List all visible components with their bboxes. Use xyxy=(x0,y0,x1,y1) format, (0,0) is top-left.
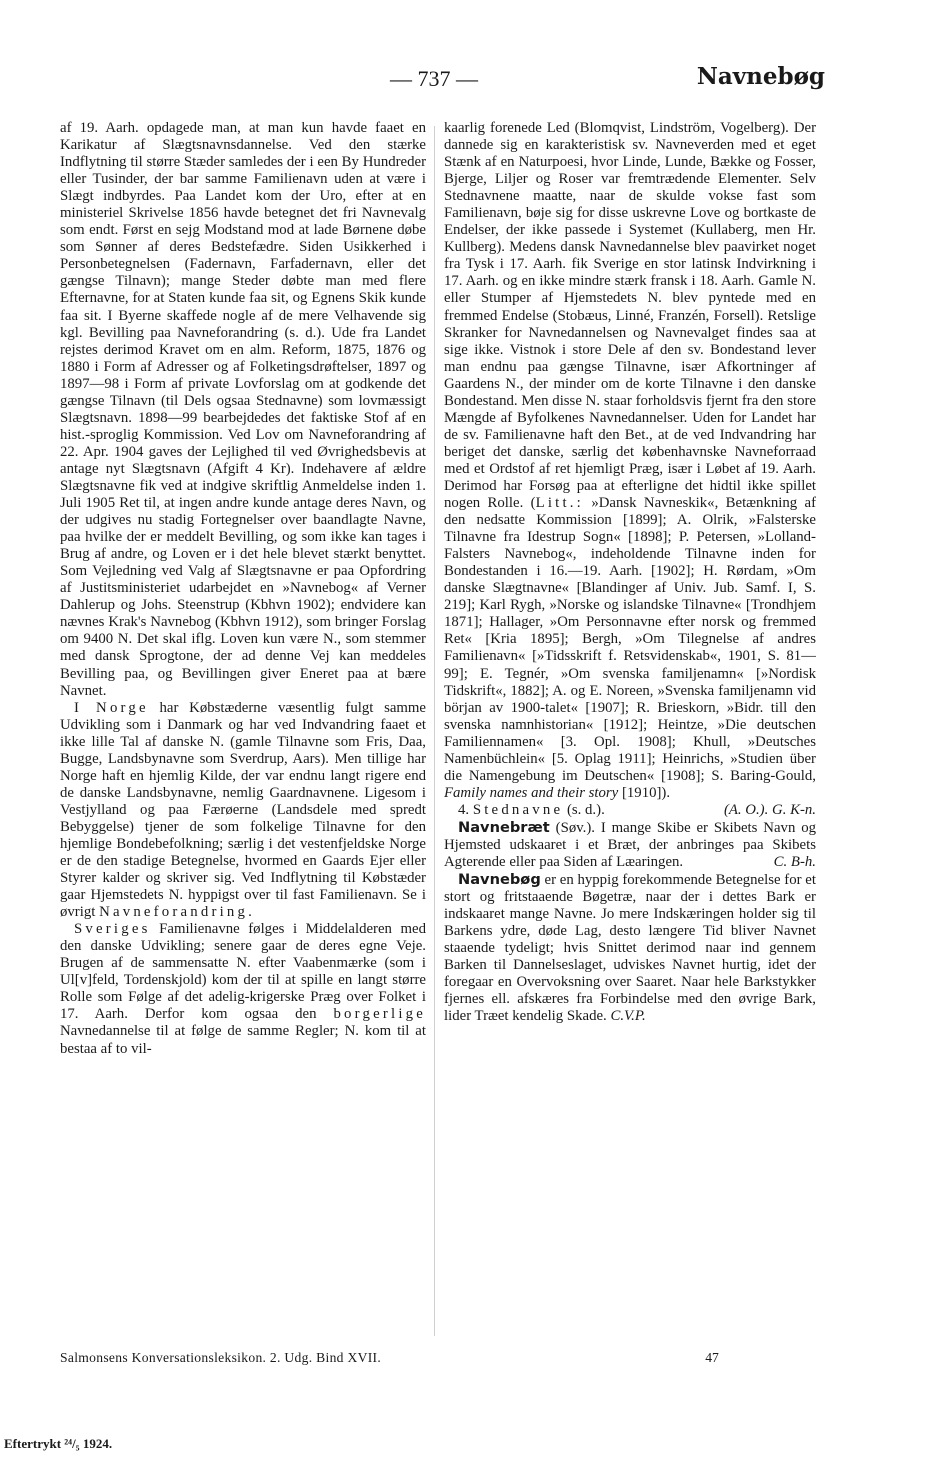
entry-navneboeg xyxy=(444,871,816,1025)
right-column xyxy=(444,120,816,1342)
navnebraet-signature: C. B-h. xyxy=(773,854,816,871)
spaced-borgerlige: borgerlige xyxy=(333,1006,426,1023)
norway-end: . xyxy=(248,904,252,921)
paragraph-swedish-names: kaarlig forenede Led (Blomqvist, Lindström, Vogelberg). Der dannede sig en karakteristisk sv. Navneverden med et eget Stænk af en Naturpoesi, hvor Linde, Lunde, Bække og Fosser, Bjerge, Liljer og Roser var fremtrædende Elementer. Selv Stednavnene maatte, naar de skulde vokse fast som Familienavn, bøje sig for disse uskrevne Love og bortkaste de Endelser, der ikke passede i Systemet (Kullaberg, men Hr. Kullberg). Medens dansk Navnedannelse blev paavirket noget fra Tysk i 17. Aarh. fik Sverige en stor latinsk Indvirkning i 17. Aarh. og en ikke mindre stærk fransk i 18. Aarh. Gamle N. eller Stumper af Hjemstedets N. blev pyntede med en fremmed Endelse (Stobæus, Linné, Franzén, Forsell). Retslige Skranker for Navnedannelsen og Navnevalget findes saa at sige ikke. Vistnok i store Dele af den sv. Bondestand lever man endnu paa gængse Tilnavne, især Afkortninger af Gaardens N., der minder om de korte Tilnavne i den danske Bondestand. Men disse N. staar forholdsvis fjernt fra den store Mængde af Byfolkenes Navnedannelser. Uden for Landet har de sv. Familienavne haft den Bet., at de ved Indvandring har beriget det danske, særlig det københavnske Navneforraad med et Ordstof af ret hjemligt Præg, især i Løbet af 19. Aarh. Derimod har Forsøg paa at efterligne det hidtil ikke spillet nogen Rolle. (Litt.: »Dansk Navneskik«, Betænkning af den nedsatte Kommission [1899]; A. Olrik, »Falsterske Tilnavne fra Idestrup Sogn« [1898]; P. Petersen, »Lolland-Falsters Navnebog«, indeholdende Tilnavne inden for Bondestanden i 16.—19. Aarh. [1902]; H. Rørdam, »Om danske Slægtnavne« [Blandinger af Univ. Jub. Samf. I, S. 219]; Karl Rygh, »Norske og islandske Tilnavne« [Trondhjem 1871]; Hallager, »Om Personnavne efter norsk og fremmed Ret« [Kria 1895]; Bergh, »Om Tilegnelse af andres Familienavn« [»Tidsskrift f. Retsvidenskab«, 1901, S. 81—99]; E. Tegnér, »Om svenska familjenamn« [»Nordisk Tidskrift«, 1882]; A. og E. Noreen, »Svenska familjenamn vid början av 1900-talet« [1907]; R. Brieskorn, »Bidr. till den svenska namnhistorian« [1912]; Heintze, »Die deutschen Familiennamen« [3. Opl. 1908]; Khull, »Deutsches Namenbüchlein« [5. Oplag 1911]; Heinrichs, »Studien über die Namengebung im Deutschen« [1908]; S. Baring-Gould, Family names and their story [1910]). xyxy=(444,120,816,801)
page-number: — 737 — xyxy=(390,66,478,91)
headword-navnebraet: Navnebræt xyxy=(458,818,550,836)
paragraph-stednavne xyxy=(444,802,816,819)
literature-label: Litt.: xyxy=(535,495,584,512)
literature-italic-title: Family names and their story xyxy=(444,784,619,801)
section-number: 4. xyxy=(458,801,470,818)
left-column xyxy=(60,120,426,1342)
sweden-body: Familienavne følges i Middelalderen med den danske Udvikling; senere gaar de deres egne Veje. Brugen af de sammensatte N. efter Vaabenmærke (som i Ul[v]feld, Tordenskjold) kom der til at spille en langt større Rolle som Følge af det adelig-krigerske Præg over Folket i 17. Aarh. Derfor kom ogsaa den xyxy=(60,921,426,1023)
running-head: Navnebøg xyxy=(696,63,825,90)
paragraph-sweden xyxy=(60,921,426,1057)
spaced-stednavne[interactable]: Stednavne xyxy=(472,801,564,818)
stednavne-ref: (s. d.). xyxy=(566,801,605,818)
reprint-note: Eftertrykt ²⁴/₅ 1924. xyxy=(4,1436,113,1451)
navnebraet-body: (Søv.). I mange Skibe er Skibets Navn og Hjemsted udskaaret i et Bræt, der anbringes paa Skibets Agterende eller paa Siden af Læaringen. xyxy=(444,819,816,871)
footer-signature-mark: 47 xyxy=(705,1350,719,1365)
spaced-lead-norge: I Norge xyxy=(74,699,149,716)
paragraph-danish-reform: af 19. Aarh. opdagede man, at man kun havde faaet en Karikatur af Slægtsnavnsdannelse. Ved den stærke Indflytning til større Stæder samledes der i een By Hundreder eller Tusinder, der bar samme Familienavn uden at være i Slægt indbyrdes. Paa Landet kom der Uro, efter at en ministeriel Skrivelse 1856 havde betegnet det fri Navnevalg som endt. Først en sejg Modstand mod at lade Børnene døbe som Sønner af deres Bedstefædre. Siden Usikkerhed i Personbetegnelsen (Fadernavn, Farfadernavn, eller det gængse Tilnavn); mange Steder døbte man med flere Efternavne, for at Staten kunde faa sit, og Egnens Skik kunde faa sit. I Byerne skaffede nogle af de mere Velhavende sig kgl. Bevilling paa Navneforandring (s. d.). Ude fra Landet rejstes derimod Kravet om en alm. Reform, 1875, 1876 og 1880 i Form af Adresser og af Folketingsdrøftelser, 1897 og 1897—98 i Form af private Lovforslag om at godkende det gængse Tilnavn (til Dels ogsaa Stednavne) som lovmæssigt Slægtsnavn. 1898—99 bearbejdedes det faktiske Stof af en hist.-sproglig Kommission. Ved Lov om Navneforandring af 22. Apr. 1904 gaves der Lejlighed til ved Øvrighedsbevis at antage nyt Slægtsnavn (Afgift 4 Kr). Indehavere af ældre Slægtsnavne fik ved at indgive skriftlig Anmeldelse inden 1. Juli 1905 Ret til, at ingen andre kunde antage deres Navn, og der udgives nu stadig Fortegnelser over baandlagte Navne, paa hvilke der er meddelt Bevilling, og som ikke kan tages i Brug af andre, og Loven er i det hele blevet stærkt benyttet. Som Vejledning ved Valg af Slægtsnavne er paa Opfordring af Justitsministeriet udarbejdet en »Navnebog« af Verner Dahlerup og Johs. Steenstrup (Kbhvn 1902); endvidere kan nævnes Krak's Navnebog (Kbhvn 1912), som bringer Forslag om 9400 N. Det skal iflg. Loven kun være N., som stemmer med dansk Sprogtone, der ad denne Vej kan meddeles Bevilling paa, og Bevillingen giver Eneret paa at bære Navnet. xyxy=(60,120,426,699)
column-divider xyxy=(434,126,435,1336)
paragraph-norway xyxy=(60,700,426,922)
literature-end: [1910]). xyxy=(621,784,671,801)
spaced-lead-sveriges: Sveriges xyxy=(74,921,151,938)
norway-body: har Købstæderne væsentlig fulgt samme Udvikling som i Danmark og har ved Indvandring faaet et ikke lille Tal af danske N. (gamle Tilnavne som Fris, Daa, Bugge, Landsbynavne som Sverdrup, Aars). Men tillige har Norge haft en hjemlig Kilde, der var endnu langt rigere end de danske Landsbynavne, nemlig Gaardnavnene. Ligesom i Vestjylland og paa Færøerne (Landsdele med spredt Bebyggelse) tjener de som folkelige Tilnavne for den hjemlige Bondebefolkning; særlig i det vestenfjeldske Norge er de den stadige Betegnelse, hvormed en Gaards Ejer eller Styrer kalder og skriver sig. Ved Indflytning til Købstæder gaar Hjemstedets N. hyppigst over til fast Familienavn. Se i øvrigt xyxy=(60,699,426,921)
entry-navnebraet xyxy=(444,819,816,871)
literature-list: »Dansk Navneskik«, Betænkning af den nedsatte Kommission [1899]; A. Olrik, »Falsterske Tilnavne fra Idestrup Sogn« [1898]; P. Petersen, »Lolland-Falsters Navnebog«, indeholdende Tilnavne inden for Bondestanden i 16.—19. Aarh. [1902]; H. Rørdam, »Om danske Slægtnavne« [Blandinger af Univ. Jub. Samf. I, S. 219]; Karl Rygh, »Norske og islandske Tilnavne« [Trondhjem 1871]; Hallager, »Om Personnavne efter norsk og fremmed Ret« [Kria 1895]; Bergh, »Om Tilegnelse af andres Familienavn« [»Tidsskrift f. Retsvidenskab«, 1901, S. 81—99]; E. Tegnér, »Om svenska familjenamn« [»Nordisk Tidskrift«, 1882]; A. og E. Noreen, »Svenska familjenamn vid början av 1900-talet« [1907]; R. Brieskorn, »Bidr. till den svenska namnhistorian« [1912]; Heintze, »Die deutschen Familiennamen« [3. Opl. 1908]; Khull, »Deutsches Namenbüchlein« [5. Oplag 1911]; Heinrichs, »Studien über die Namengebung im Deutschen« [1908]; S. Baring-Gould, xyxy=(444,495,816,784)
cross-reference-link[interactable]: Navneforandring xyxy=(99,904,249,921)
sweden-body-end: Navnedannelse til at følge de samme Regler; N. kom til at bestaa af to vil- xyxy=(60,1023,426,1057)
navneboeg-signature: C.V.P. xyxy=(610,1008,646,1025)
author-signature: (A. O.). G. K-n. xyxy=(723,801,816,818)
navneboeg-body: er en hyppig forekommende Betegnelse for et stort og fritstaaende Bøgetræ, naar der i dettes Bark er indskaaret mange Navne. Jo mere Indskæringen holder sig til Barkens ydre, døde Lag, desto længere Tid bliver Navnet staaende tydeligt; hvis Snittet derimod naar ind gennem Barken til Dannelseslaget, udviskes Navnet hurtig, idet der foregaar en Overvoksning over Saaret. Naar hele Barkstykker fjernes ell. afskæres fra Forbindelse med den øvrige Bark, lider Træet kendelig Skade. xyxy=(444,872,816,1025)
headword-navneboeg: Navnebøg xyxy=(458,871,541,889)
swedish-body: kaarlig forenede Led (Blomqvist, Lindström, Vogelberg). Der dannede sig en karakteristisk sv. Navneverden med et eget Stænk af en Naturpoesi, hvor Linde, Lunde, Bække og Fosser, Bjerge, Liljer og Roser var fremtrædende Elementer. Selv Stednavnene maatte, naar de skulde vokse fast som Familienavn, bøje sig for disse uskrevne Love og bortkaste de Endelser, der ikke passede i Systemet (Kullaberg, men Hr. Kullberg). Medens dansk Navnedannelse blev paavirket noget fra Tysk i 17. Aarh. fik Sverige en stor latinsk Indvirkning i 17. Aarh. og en ikke mindre stærk fransk i 18. Aarh. Gamle N. eller Stumper af Hjemstedets N. blev pyntede med en fremmed Endelse (Stobæus, Linné, Franzén, Forsell). Retslige Skranker for Navnedannelsen og Navnevalget findes saa at sige ikke. Vistnok i store Dele af den sv. Bondestand lever man endnu paa gængse Tilnavne, især Afkortninger af Gaardens N., der minder om de korte Tilnavne i den danske Bondestand. Men disse N. staar forholdsvis fjernt fra den store Mængde af Byfolkenes Navnedannelser. Uden for Landet har de sv. Familienavne haft den Bet., at de ved Indvandring har beriget det danske, særlig det københavnske Navneforraad med et Ordstof af ret hjemligt Præg, især i Løbet af 19. Aarh. Derimod har Forsøg paa at efterligne det hidtil ikke spillet nogen Rolle. xyxy=(444,120,816,512)
footer-publication: Salmonsens Konversationsleksikon. 2. Udg. Bind XVII. xyxy=(60,1350,382,1365)
